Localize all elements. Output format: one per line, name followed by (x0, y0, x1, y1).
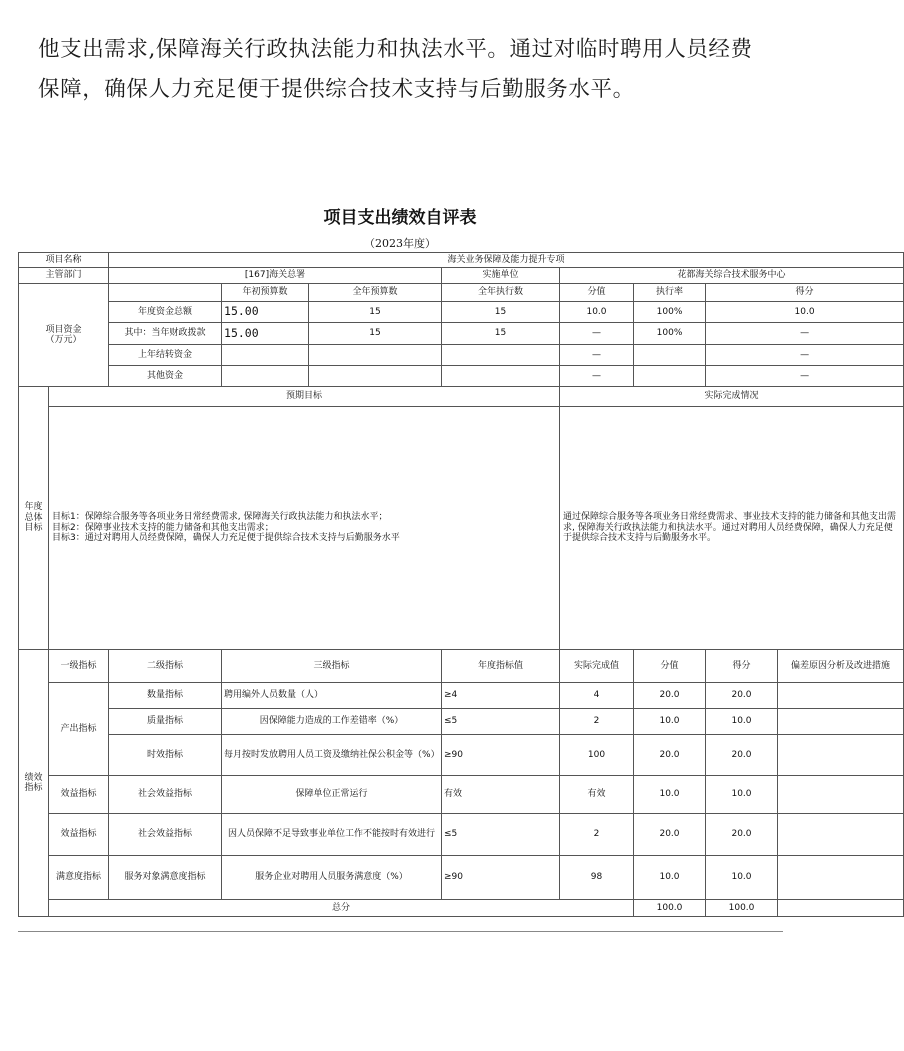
ind-actual: 2 (560, 814, 634, 856)
ind-actual: 有效 (560, 776, 634, 814)
funds-initial: 15.00 (222, 323, 309, 345)
ind-h1: 一级指标 (49, 650, 109, 683)
funds-label: 项目资金 （万元） (19, 284, 109, 387)
ind-target: ≥90 (442, 735, 560, 776)
col-score: 分值 (560, 284, 634, 302)
ind-target: ≥4 (442, 683, 560, 709)
funds-got: 10.0 (706, 302, 904, 323)
ind-target: ≤5 (442, 709, 560, 735)
ind-actual: 100 (560, 735, 634, 776)
ind-level3: 保障单位正常运行 (222, 776, 442, 814)
funds-initial (222, 366, 309, 387)
ind-actual: 98 (560, 856, 634, 900)
actual-result-header: 实际完成情况 (560, 387, 904, 407)
ind-target: 有效 (442, 776, 560, 814)
funds-row-label: 其中：当年财政拨款 (109, 323, 222, 345)
project-name: 海关业务保障及能力提升专项 (109, 253, 904, 268)
indicator-row (19, 776, 904, 814)
intro-paragraph: 他支出需求,保障海关行政执法能力和执法水平。通过对临时聘用人员经费保障，确保人力充足便于提供综合技术支持与后勤服务水平。 (38, 37, 753, 102)
ind-score: 20.0 (634, 735, 706, 776)
funds-score: — (560, 345, 634, 366)
ind-got: 20.0 (706, 814, 778, 856)
impl: 花都海关综合技术服务中心 (560, 268, 904, 284)
total-score: 100.0 (634, 900, 706, 917)
col-initial: 年初预算数 (222, 284, 309, 302)
ind-h6: 分值 (634, 650, 706, 683)
ind-level3: 每月按时发放聘用人员工资及缴纳社保公积金等（%） (222, 735, 442, 776)
ind-level1: 产出指标 (49, 683, 109, 776)
ind-level2: 社会效益指标 (109, 814, 222, 856)
ind-h7: 得分 (706, 650, 778, 683)
goals-label: 年度 总体 目标 (19, 387, 49, 650)
ind-level1: 效益指标 (49, 776, 109, 814)
actual-result-text: 通过保障综合服务等各项业务日常经费需求、事业技术支持的能力储备和其他支出需求, 保障海关行政执法能力和执法水平。通过对聘用人员经费保障，确保人力充足便于提供综合技术支持与后勤服务水平。 (560, 407, 904, 650)
ind-h8: 偏差原因分析及改进措施 (778, 650, 904, 683)
ind-got: 20.0 (706, 683, 778, 709)
ind-target: ≤5 (442, 814, 560, 856)
table-year: （2023年度） (364, 237, 436, 250)
ind-level3: 因保障能力造成的工作差错率（%） (222, 709, 442, 735)
funds-initial: 15.00 (222, 302, 309, 323)
funds-score: — (560, 366, 634, 387)
funds-rate (634, 345, 706, 366)
funds-row-label: 其他资金 (109, 366, 222, 387)
ind-got: 20.0 (706, 735, 778, 776)
ind-level2: 数量指标 (109, 683, 222, 709)
funds-got: — (706, 345, 904, 366)
indicator-row (19, 683, 904, 709)
ind-score: 10.0 (634, 776, 706, 814)
total-row (19, 900, 904, 917)
ind-got: 10.0 (706, 856, 778, 900)
funds-row (19, 302, 904, 323)
dept: [167]海关总署 (109, 268, 442, 284)
funds-got: — (706, 323, 904, 345)
funds-rate: 100% (634, 302, 706, 323)
dept-label: 主管部门 (19, 268, 109, 284)
ind-got: 10.0 (706, 709, 778, 735)
ind-h4: 年度指标值 (442, 650, 560, 683)
ind-got: 10.0 (706, 776, 778, 814)
expected-goal-text: 目标1：保障综合服务等各项业务日常经费需求, 保障海关行政执法能力和执法水平； 目标2：保障事业技术支持的能力储备和其他支出需求； 目标3：通过对聘用人员经费保障，确保人力充足便于提供综合技术支持与后勤服务水平 (49, 407, 560, 650)
ind-note (778, 709, 904, 735)
ind-score: 20.0 (634, 814, 706, 856)
table-title: 项目支出绩效自评表 (323, 208, 477, 228)
funds-row-label: 年度资金总额 (109, 302, 222, 323)
funds-corner (109, 284, 222, 302)
funds-full: 15 (309, 302, 442, 323)
indicator-row (19, 856, 904, 900)
ind-h2: 二级指标 (109, 650, 222, 683)
expected-goal-header: 预期目标 (49, 387, 560, 407)
bottom-rule (18, 931, 783, 932)
ind-level1: 效益指标 (49, 814, 109, 856)
col-exec: 全年执行数 (442, 284, 560, 302)
col-rate: 执行率 (634, 284, 706, 302)
indicator-row (19, 735, 904, 776)
funds-row (19, 323, 904, 345)
ind-score: 10.0 (634, 709, 706, 735)
ind-h5: 实际完成值 (560, 650, 634, 683)
funds-got: — (706, 366, 904, 387)
ind-level3: 聘用编外人员数量（人） (222, 683, 442, 709)
ind-note (778, 776, 904, 814)
funds-exec (442, 366, 560, 387)
ind-level2: 质量指标 (109, 709, 222, 735)
self-evaluation-table (18, 252, 904, 917)
ind-note (778, 856, 904, 900)
ind-level1: 满意度指标 (49, 856, 109, 900)
indicator-row (19, 814, 904, 856)
funds-score: — (560, 323, 634, 345)
ind-score: 10.0 (634, 856, 706, 900)
col-full: 全年预算数 (309, 284, 442, 302)
project-name-label: 项目名称 (19, 253, 109, 268)
ind-level2: 服务对象满意度指标 (109, 856, 222, 900)
funds-exec (442, 345, 560, 366)
funds-row (19, 345, 904, 366)
total-label: 总分 (49, 900, 634, 917)
funds-full (309, 366, 442, 387)
ind-h3: 三级指标 (222, 650, 442, 683)
total-got: 100.0 (706, 900, 778, 917)
ind-level3: 因人员保障不足导致事业单位工作不能按时有效进行 (222, 814, 442, 856)
ind-level3: 服务企业对聘用人员服务满意度（%） (222, 856, 442, 900)
ind-level2: 时效指标 (109, 735, 222, 776)
funds-rate: 100% (634, 323, 706, 345)
ind-target: ≥90 (442, 856, 560, 900)
ind-note (778, 814, 904, 856)
indicators-label: 绩效 指标 (19, 650, 49, 917)
ind-actual: 4 (560, 683, 634, 709)
funds-full: 15 (309, 323, 442, 345)
funds-score: 10.0 (560, 302, 634, 323)
funds-rate (634, 366, 706, 387)
impl-label: 实施单位 (442, 268, 560, 284)
ind-actual: 2 (560, 709, 634, 735)
funds-initial (222, 345, 309, 366)
funds-exec: 15 (442, 302, 560, 323)
ind-note (778, 683, 904, 709)
col-got: 得分 (706, 284, 904, 302)
indicator-row (19, 709, 904, 735)
ind-score: 20.0 (634, 683, 706, 709)
funds-exec: 15 (442, 323, 560, 345)
ind-note (778, 735, 904, 776)
funds-full (309, 345, 442, 366)
funds-row (19, 366, 904, 387)
total-note (778, 900, 904, 917)
ind-level2: 社会效益指标 (109, 776, 222, 814)
funds-row-label: 上年结转资金 (109, 345, 222, 366)
